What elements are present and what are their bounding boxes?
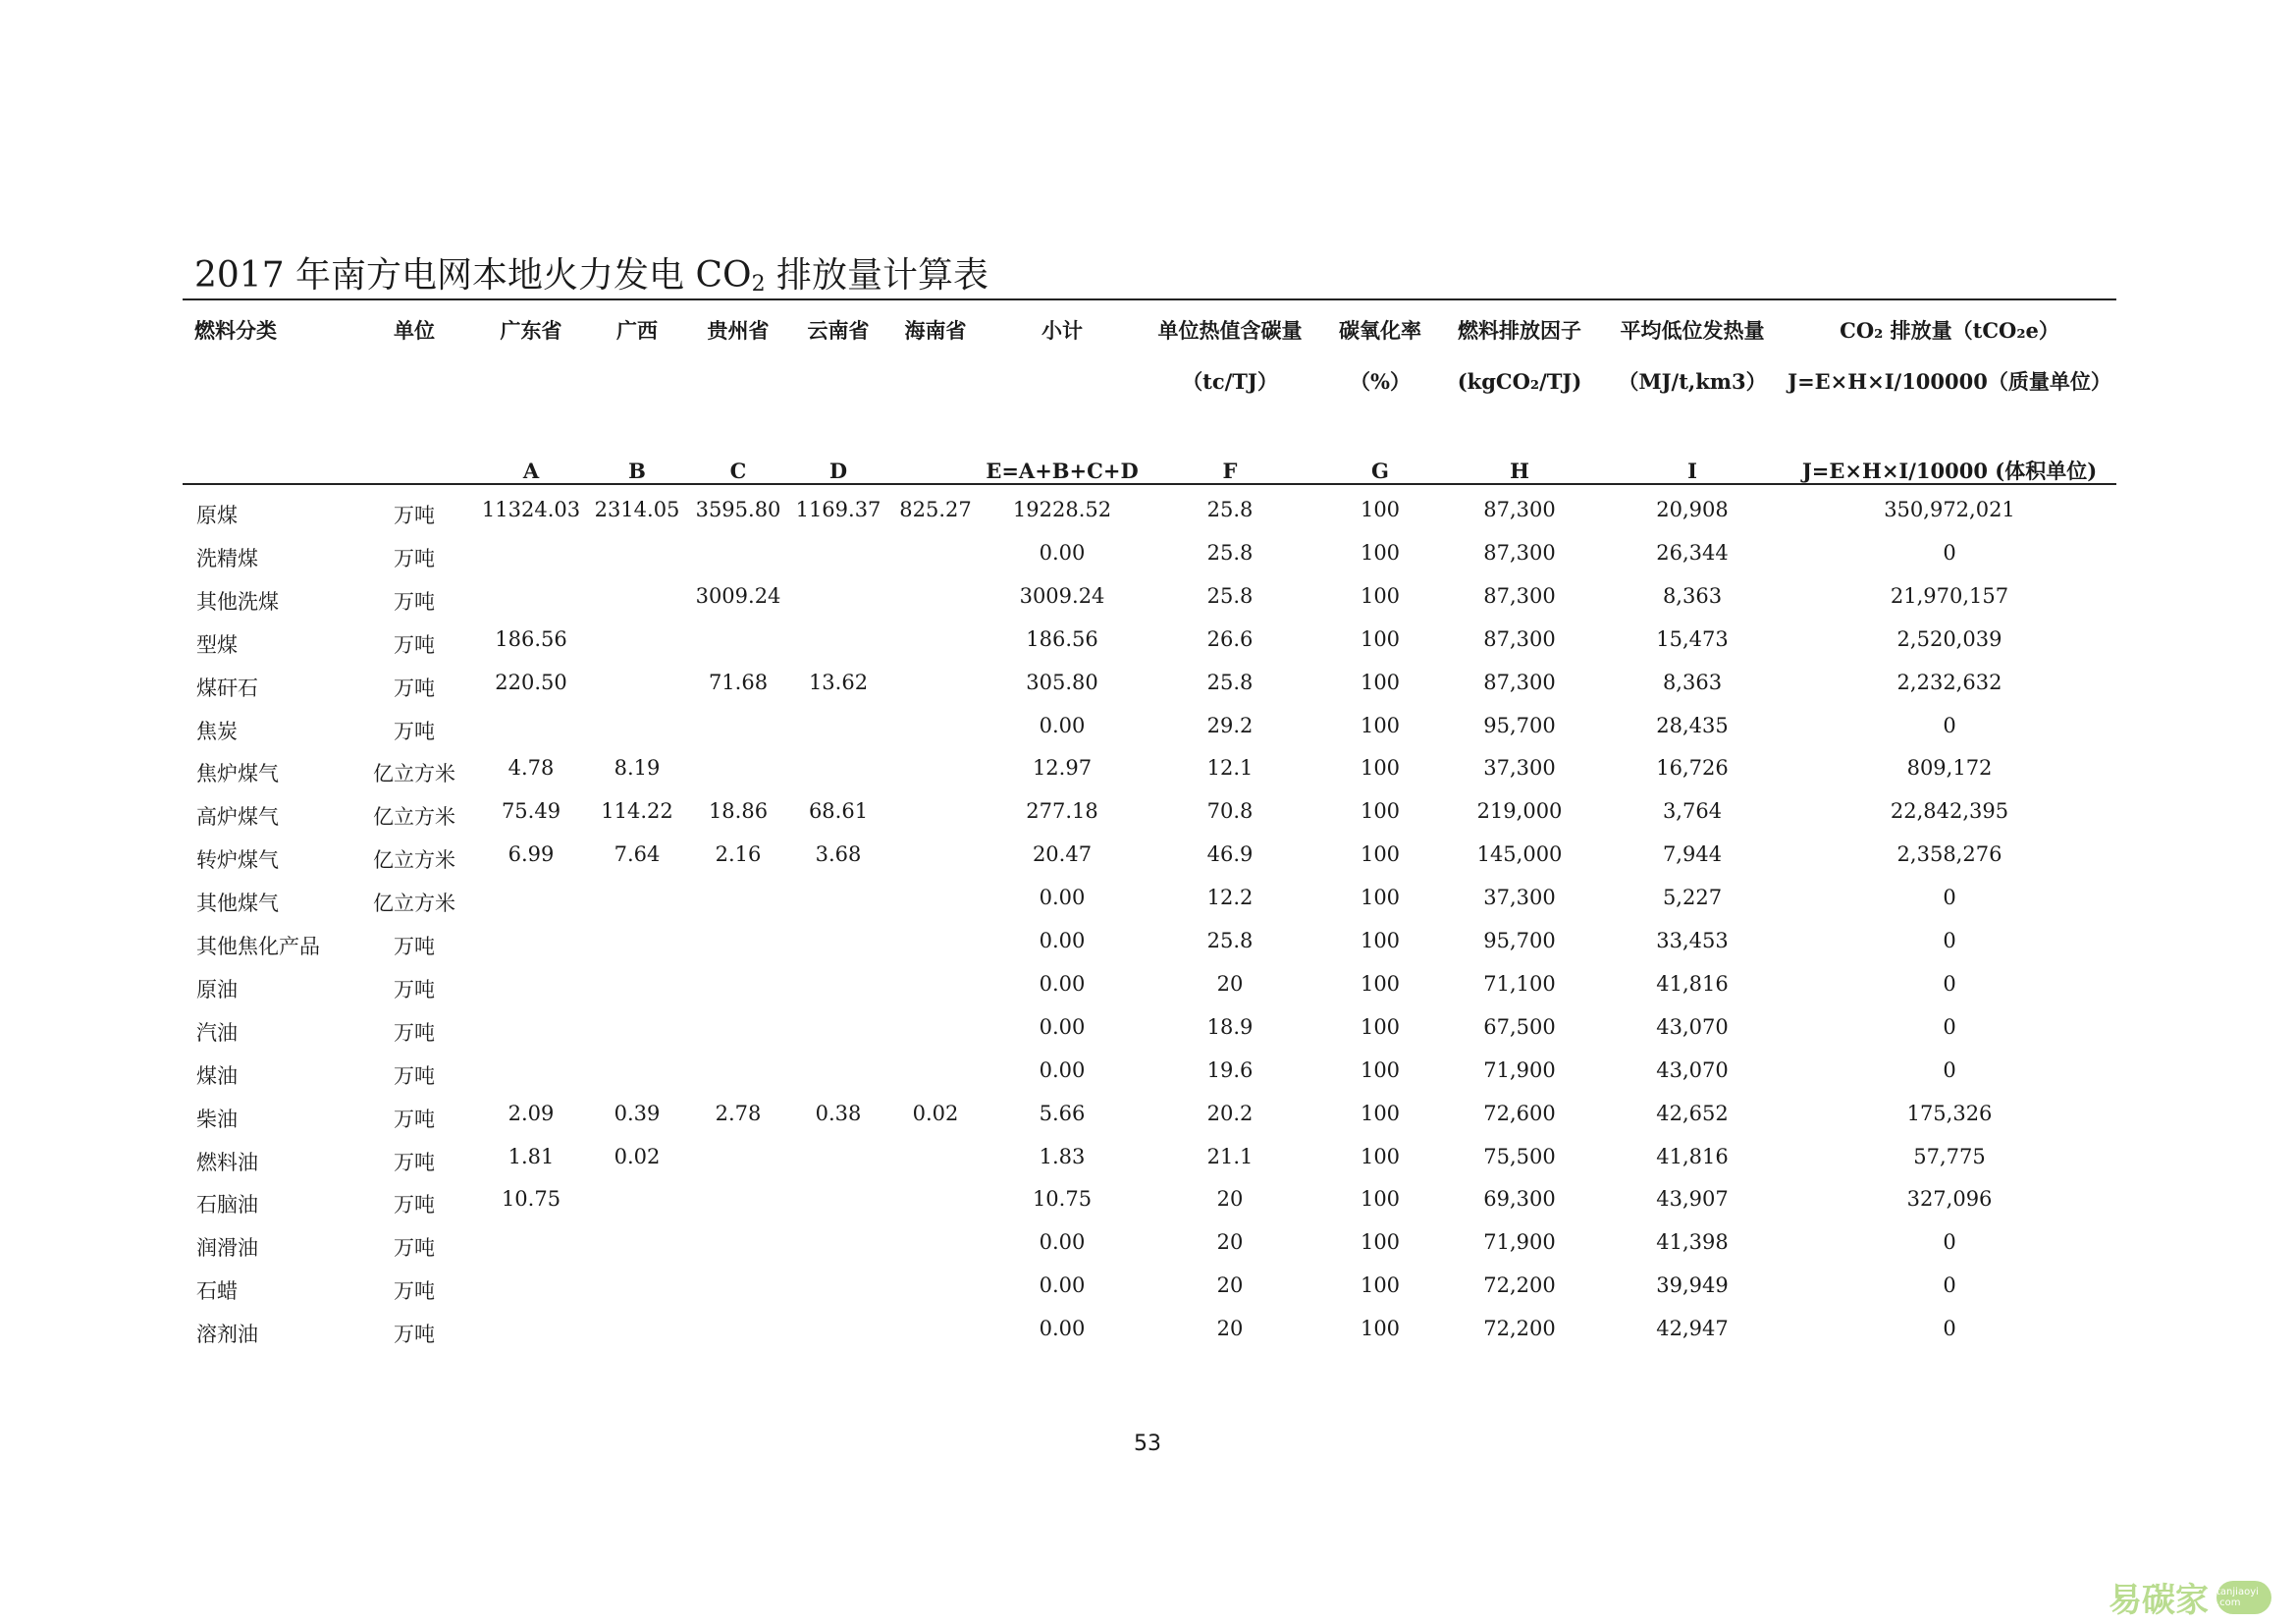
table-cell: 100: [1360, 713, 1401, 737]
table-cell: 19228.52: [1012, 498, 1112, 521]
table-cell: 0: [1943, 1317, 1956, 1341]
table-cell: 0.00: [1039, 929, 1086, 952]
fuel-name-cell: 石蜡: [196, 1279, 238, 1304]
table-cell: 0.02: [912, 1101, 959, 1125]
table-cell: 1.81: [507, 1144, 555, 1168]
table-cell: 41,398: [1656, 1230, 1729, 1255]
column-header: 燃料排放因子: [1458, 318, 1581, 343]
table-cell: 4.78: [507, 756, 555, 781]
table-cell: 2.09: [507, 1101, 555, 1125]
table-cell: 67,500: [1483, 1014, 1556, 1039]
table-cell: 0: [1943, 929, 1956, 952]
table-cell: 95,700: [1483, 713, 1556, 737]
table-cell: 5,227: [1662, 886, 1723, 910]
table-cell: 37,300: [1483, 886, 1556, 910]
fuel-name-cell: 洗精煤: [196, 546, 258, 570]
table-cell: 20.47: [1032, 842, 1093, 867]
table-cell: 100: [1360, 886, 1401, 910]
fuel-name-cell: 焦炭: [196, 719, 238, 743]
fuel-name-cell: 其他洗煤: [196, 589, 279, 614]
table-cell: 3595.80: [695, 498, 781, 521]
fuel-name-cell: 汽油: [196, 1020, 238, 1045]
fuel-name-cell: 润滑油: [196, 1236, 258, 1261]
table-cell: 26,344: [1656, 540, 1729, 565]
table-cell: 3009.24: [695, 583, 781, 608]
table-cell: 305.80: [1026, 670, 1098, 694]
table-cell: 2,520,039: [1896, 626, 2002, 651]
table-cell: 0: [1943, 886, 1956, 910]
column-header: 碳氧化率: [1339, 318, 1421, 343]
table-cell: 0.39: [614, 1101, 661, 1125]
table-cell: 100: [1360, 626, 1401, 651]
table-cell: 825.27: [899, 498, 972, 521]
table-cell: 16,726: [1656, 756, 1729, 781]
table-cell: 0.00: [1039, 971, 1086, 996]
table-cell: 68.61: [808, 799, 869, 824]
table-cell: 万吨: [394, 589, 435, 614]
table-cell: 万吨: [394, 977, 435, 1001]
table-cell: 39,949: [1656, 1273, 1729, 1298]
table-cell: 46.9: [1206, 842, 1254, 867]
table-cell: 13.62: [808, 670, 869, 694]
column-header: （%）: [1350, 369, 1411, 394]
table-cell: 43,070: [1656, 1014, 1729, 1039]
table-cell: 70.8: [1206, 799, 1254, 824]
fuel-name-cell: 转炉煤气: [196, 848, 279, 873]
table-cell: 100: [1360, 1014, 1401, 1039]
fuel-name-cell: 原煤: [196, 504, 238, 527]
watermark-logo: [2109, 1573, 2271, 1621]
table-cell: 万吨: [394, 1150, 435, 1174]
column-header: D: [828, 459, 848, 483]
table-title: 2017 年南方电网本地火力发电 $CO_2$ 排放量计算表: [194, 255, 989, 297]
table-cell: 100: [1360, 1187, 1401, 1212]
fuel-name-cell: 柴油: [196, 1107, 238, 1131]
column-header: I: [1687, 459, 1697, 483]
table-cell: 万吨: [394, 632, 435, 657]
table-cell: 万吨: [394, 546, 435, 570]
table-cell: 20: [1216, 1187, 1244, 1212]
fuel-name-cell: 其他煤气: [196, 892, 279, 916]
table-cell: 277.18: [1026, 799, 1098, 824]
table-cell: 100: [1360, 799, 1401, 824]
table-cell: 100: [1360, 842, 1401, 867]
table-cell: 75,500: [1483, 1144, 1556, 1168]
table-cell: 72,200: [1483, 1317, 1556, 1341]
table-cell: 万吨: [394, 1020, 435, 1045]
table-cell: 100: [1360, 540, 1401, 565]
table-cell: 21.1: [1206, 1144, 1254, 1168]
table-cell: 万吨: [394, 1107, 435, 1131]
column-header: J=E×H×I/100000（质量单位）: [1788, 369, 2111, 394]
table-cell: 万吨: [394, 719, 435, 743]
table-cell: 25.8: [1206, 929, 1254, 952]
table-cell: 0.00: [1039, 713, 1086, 737]
table-cell: 87,300: [1483, 540, 1556, 565]
table-cell: 1169.37: [795, 498, 881, 521]
table-cell: 亿立方米: [373, 892, 455, 916]
table-cell: 327,096: [1906, 1187, 1993, 1212]
table-cell: 100: [1360, 1057, 1401, 1082]
table-cell: 5.66: [1039, 1101, 1086, 1125]
table-cell: 2.78: [715, 1101, 762, 1125]
table-cell: 25.8: [1206, 670, 1254, 694]
table-cell: 0: [1943, 1014, 1956, 1039]
table-cell: 6.99: [507, 842, 555, 867]
table-cell: 20: [1216, 1317, 1244, 1341]
table-cell: 8,363: [1662, 583, 1723, 608]
column-header: J=E×H×I/10000 (体积单位): [1801, 459, 2098, 483]
fuel-name-cell: 焦炉煤气: [196, 762, 279, 786]
column-header: A: [522, 459, 540, 483]
fuel-name-cell: 原油: [196, 977, 238, 1001]
table-cell: 175,326: [1906, 1101, 1993, 1125]
table-cell: 万吨: [394, 1279, 435, 1304]
table-cell: 809,172: [1906, 756, 1993, 781]
column-header: 小计: [1041, 318, 1083, 343]
table-cell: 33,453: [1656, 929, 1729, 952]
fuel-name-cell: 煤油: [196, 1063, 238, 1088]
watermark-text: 易碳家: [2109, 1581, 2209, 1620]
table-cell: 75.49: [501, 799, 561, 824]
table-cell: 7.64: [614, 842, 661, 867]
table-cell: 100: [1360, 1144, 1401, 1168]
table-cell: 100: [1360, 1230, 1401, 1255]
column-header: 单位热值含碳量: [1157, 318, 1303, 343]
table-cell: 41,816: [1656, 1144, 1729, 1168]
table-cell: 350,972,021: [1884, 498, 2015, 521]
table-cell: 2314.05: [594, 498, 680, 521]
table-cell: 20,908: [1656, 498, 1729, 521]
table-cell: 0.00: [1039, 1057, 1086, 1082]
table-cell: 71,900: [1483, 1230, 1556, 1255]
table-cell: 7,944: [1662, 842, 1723, 867]
table-cell: 1.83: [1039, 1144, 1086, 1168]
table-cell: 万吨: [394, 1323, 435, 1347]
table-cell: 0.00: [1039, 1273, 1086, 1298]
table-cell: 0.38: [815, 1101, 862, 1125]
table-cell: 37,300: [1483, 756, 1556, 781]
column-header: 云南省: [807, 318, 870, 343]
watermark-badge: tanjiaoyi .com: [2216, 1581, 2271, 1614]
column-header: 贵州省: [707, 318, 770, 343]
table-cell: 0: [1943, 1273, 1956, 1298]
table-cell: 71,900: [1483, 1057, 1556, 1082]
table-cell: 3.68: [815, 842, 862, 867]
table-cell: 28,435: [1656, 713, 1729, 737]
fuel-name-cell: 高炉煤气: [196, 805, 279, 830]
table-cell: 0.00: [1039, 540, 1086, 565]
table-cell: 18.86: [708, 799, 769, 824]
column-header: 海南省: [904, 318, 967, 343]
column-header: E=A+B+C+D: [986, 459, 1139, 483]
table-cell: 万吨: [394, 1193, 435, 1218]
table-cell: 19.6: [1206, 1057, 1254, 1082]
table-cell: 100: [1360, 1101, 1401, 1125]
table-cell: 71.68: [708, 670, 769, 694]
fuel-name-cell: 煤矸石: [196, 676, 258, 700]
table-cell: 186.56: [495, 626, 567, 651]
table-cell: 0: [1943, 713, 1956, 737]
fuel-name-cell: 型煤: [196, 632, 238, 657]
fuel-name-cell: 燃料油: [196, 1150, 258, 1174]
table-cell: 69,300: [1483, 1187, 1556, 1212]
table-cell: 万吨: [394, 1063, 435, 1088]
column-header: G: [1371, 459, 1389, 483]
table-cell: 145,000: [1476, 842, 1563, 867]
table-cell: 0.02: [614, 1144, 661, 1168]
table-cell: 100: [1360, 929, 1401, 952]
table-cell: 25.8: [1206, 583, 1254, 608]
table-cell: 0: [1943, 971, 1956, 996]
table-cell: 20: [1216, 971, 1244, 996]
table-cell: 3009.24: [1019, 583, 1105, 608]
fuel-name-cell: 其他焦化产品: [196, 935, 320, 958]
column-header: C: [729, 459, 747, 483]
column-header: （tc/TJ）: [1182, 369, 1278, 394]
table-cell: 15,473: [1656, 626, 1729, 651]
table-cell: 100: [1360, 583, 1401, 608]
table-cell: 220.50: [495, 670, 567, 694]
table-cell: 25.8: [1206, 540, 1254, 565]
table-top-rule: [183, 298, 2116, 300]
fuel-name-cell: 溶剂油: [196, 1323, 258, 1347]
column-header: 平均低位发热量: [1620, 318, 1765, 343]
table-cell: 20: [1216, 1273, 1244, 1298]
table-cell: 0: [1943, 1057, 1956, 1082]
table-cell: 41,816: [1656, 971, 1729, 996]
table-cell: 43,070: [1656, 1057, 1729, 1082]
table-cell: 万吨: [394, 676, 435, 700]
table-cell: 43,907: [1656, 1187, 1729, 1212]
fuel-name-cell: 石脑油: [196, 1193, 258, 1218]
table-cell: 10.75: [501, 1187, 561, 1212]
table-cell: 亿立方米: [373, 848, 455, 873]
table-cell: 21,970,157: [1890, 583, 2009, 608]
table-cell: 57,775: [1913, 1144, 1986, 1168]
table-cell: 20: [1216, 1230, 1244, 1255]
table-cell: 100: [1360, 1273, 1401, 1298]
table-cell: 22,842,395: [1890, 799, 2009, 824]
table-cell: 11324.03: [481, 498, 581, 521]
column-header: 广东省: [500, 318, 562, 343]
table-cell: 100: [1360, 498, 1401, 521]
table-cell: 3,764: [1662, 799, 1723, 824]
page-number: 53: [1134, 1432, 1161, 1456]
column-header: F: [1222, 459, 1238, 483]
table-cell: 100: [1360, 1317, 1401, 1341]
table-cell: 12.1: [1206, 756, 1254, 781]
table-cell: 亿立方米: [373, 762, 455, 786]
table-cell: 114.22: [601, 799, 673, 824]
table-cell: 72,600: [1483, 1101, 1556, 1125]
table-cell: 2,232,632: [1896, 670, 2002, 694]
column-header: CO₂ 排放量（tCO₂e）: [1840, 318, 2059, 343]
table-cell: 万吨: [394, 1236, 435, 1261]
table-cell: 42,947: [1656, 1317, 1729, 1341]
table-cell: 0.00: [1039, 1014, 1086, 1039]
table-cell: 71,100: [1483, 971, 1556, 996]
table-cell: 0.00: [1039, 1317, 1086, 1341]
column-header: 燃料分类: [194, 318, 277, 343]
column-header: 广西: [616, 318, 658, 343]
table-cell: 29.2: [1206, 713, 1254, 737]
table-cell: 87,300: [1483, 670, 1556, 694]
table-cell: 万吨: [394, 935, 435, 958]
table-cell: 100: [1360, 670, 1401, 694]
table-cell: 0.00: [1039, 1230, 1086, 1255]
table-cell: 87,300: [1483, 498, 1556, 521]
table-cell: 2,358,276: [1896, 842, 2002, 867]
table-cell: 0: [1943, 1230, 1956, 1255]
table-cell: 18.9: [1206, 1014, 1254, 1039]
table-cell: 10.75: [1032, 1187, 1093, 1212]
column-header: 单位: [394, 318, 435, 343]
column-header: （MJ/t,km3）: [1618, 369, 1767, 394]
table-cell: 万吨: [394, 504, 435, 527]
column-header: (kgCO₂/TJ): [1457, 369, 1582, 394]
table-cell: 95,700: [1483, 929, 1556, 952]
table-cell: 2.16: [715, 842, 762, 867]
column-header: H: [1510, 459, 1529, 483]
table-cell: 0.00: [1039, 886, 1086, 910]
table-cell: 100: [1360, 756, 1401, 781]
table-cell: 72,200: [1483, 1273, 1556, 1298]
table-cell: 8.19: [614, 756, 661, 781]
table-cell: 87,300: [1483, 626, 1556, 651]
table-cell: 26.6: [1206, 626, 1254, 651]
table-cell: 87,300: [1483, 583, 1556, 608]
table-cell: 0: [1943, 540, 1956, 565]
column-header: B: [628, 459, 646, 483]
table-cell: 42,652: [1656, 1101, 1729, 1125]
table-cell: 100: [1360, 971, 1401, 996]
table-cell: 25.8: [1206, 498, 1254, 521]
table-cell: 亿立方米: [373, 805, 455, 830]
table-cell: 12.97: [1032, 756, 1093, 781]
table-cell: 20.2: [1206, 1101, 1254, 1125]
table-cell: 219,000: [1476, 799, 1563, 824]
table-cell: 186.56: [1026, 626, 1098, 651]
table-cell: 8,363: [1662, 670, 1723, 694]
table-cell: 12.2: [1206, 886, 1254, 910]
